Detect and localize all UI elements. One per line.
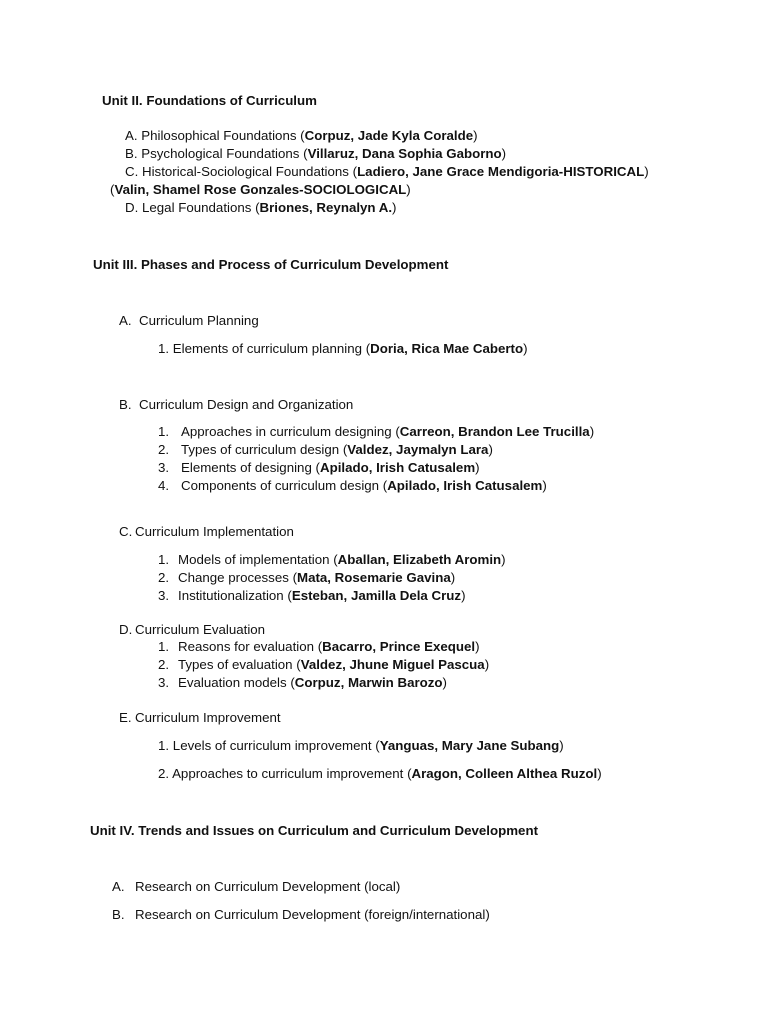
- section-d-heading: D. Curriculum Evaluation: [119, 622, 266, 637]
- unit-2-heading: Unit II. Foundations of Curriculum: [102, 93, 317, 108]
- section-e-heading: E. Curriculum Improvement: [119, 710, 281, 725]
- unit-4-heading: Unit IV. Trends and Issues on Curriculum and Curriculum Development: [90, 823, 538, 838]
- section-b-item-1: 1. Approaches in curriculum designing (Carreon, Brandon Lee Trucilla): [158, 424, 595, 439]
- section-c-item-2: 2. Change processes (Mata, Rosemarie Gavina): [158, 570, 456, 585]
- unit-2-item-b: B. Psychological Foundations (Villaruz, Dana Sophia Gaborno): [125, 146, 507, 161]
- section-b-item-3: 3. Elements of designing (Apilado, Irish Catusalem): [158, 460, 480, 475]
- unit-4-item-a: A. Research on Curriculum Development (local): [112, 879, 401, 894]
- section-d-item-2: 2. Types of evaluation (Valdez, Jhune Miguel Pascua): [158, 657, 490, 672]
- unit-4-item-b: B. Research on Curriculum Development (foreign/international): [112, 907, 490, 922]
- section-c-heading: C. Curriculum Implementation: [119, 524, 294, 539]
- unit-2-item-c: C. Historical-Sociological Foundations (Ladiero, Jane Grace Mendigoria-HISTORICAL): [125, 164, 649, 179]
- section-d-item-1: 1. Reasons for evaluation (Bacarro, Prince Exequel): [158, 639, 480, 654]
- section-b-heading: B. Curriculum Design and Organization: [119, 397, 354, 412]
- unit-3-heading: Unit III. Phases and Process of Curriculum Development: [93, 257, 449, 272]
- section-c-item-1: 1. Models of implementation (Aballan, Elizabeth Aromin): [158, 552, 506, 567]
- section-b-item-4: 4. Components of curriculum design (Apilado, Irish Catusalem): [158, 478, 547, 493]
- section-e-item-1: 1. Levels of curriculum improvement (Yanguas, Mary Jane Subang): [158, 738, 564, 753]
- section-e-item-2: 2. Approaches to curriculum improvement (Aragon, Colleen Althea Ruzol): [158, 766, 602, 781]
- unit-2-item-d: D. Legal Foundations (Briones, Reynalyn A.): [125, 200, 397, 215]
- section-b-item-2: 2. Types of curriculum design (Valdez, Jaymalyn Lara): [158, 442, 493, 457]
- section-d-item-3: 3. Evaluation models (Corpuz, Marwin Barozo): [158, 675, 447, 690]
- section-a-item-1: 1. Elements of curriculum planning (Doria, Rica Mae Caberto): [158, 341, 528, 356]
- unit-2-item-c-continued: (Valin, Shamel Rose Gonzales-SOCIOLOGICAL): [110, 182, 411, 197]
- section-c-item-3: 3. Institutionalization (Esteban, Jamilla Dela Cruz): [158, 588, 466, 603]
- section-a-heading: A. Curriculum Planning: [119, 313, 259, 328]
- unit-2-item-a: A. Philosophical Foundations (Corpuz, Jade Kyla Coralde): [125, 128, 478, 143]
